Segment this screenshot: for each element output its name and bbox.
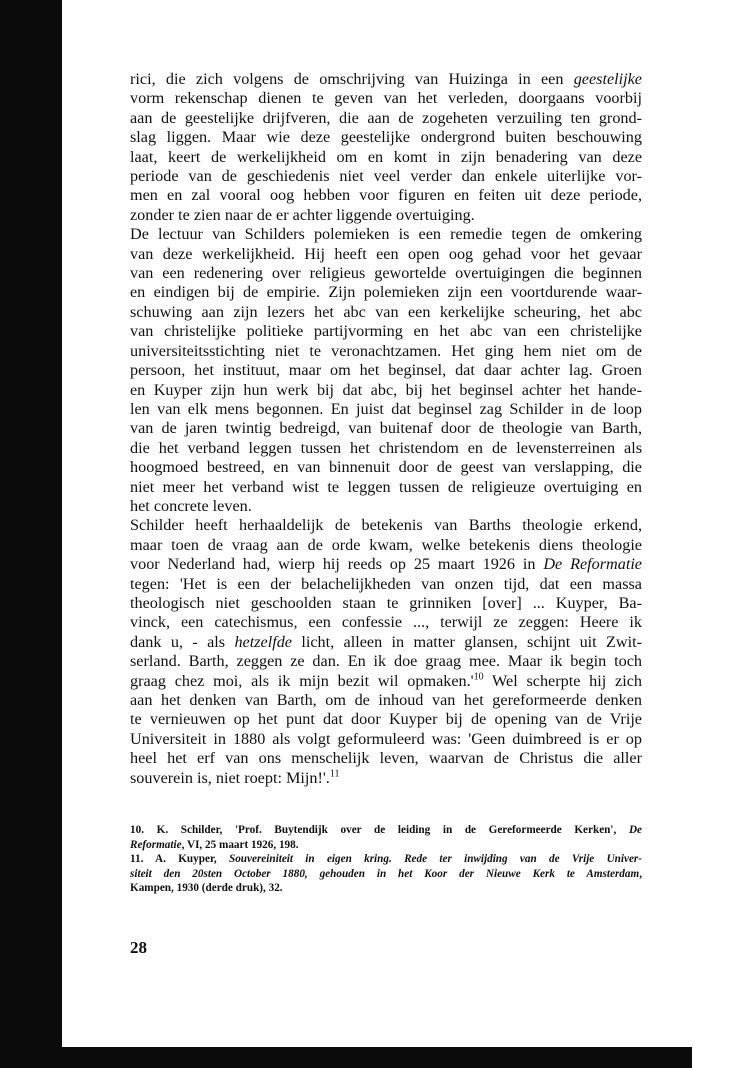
body-line: van deze werkelijkheid. Hij heeft een open oog gehad voor het gevaar [130,244,642,263]
body-line: persoon, het instituut, maar om het beginsel, dat daar achter lag. Groen [130,361,642,380]
body-line: heel het erf van ons menschelijk leven, waarvan de Christus die aller [130,749,642,768]
body-line: en Kuyper zijn hun werk bij dat abc, bij het beginsel achter het hande- [130,380,642,399]
footnote-line: Kampen, 1930 (derde druk), 32. [130,882,283,895]
body-line: serland. Barth, zeggen ze dan. En ik doe graag mee. Maar ik begin toch [130,652,642,671]
body-line: slag liggen. Maar wie deze geestelijke ondergrond buiten beschouwing [130,128,642,147]
body-line: het concrete leven. [130,496,252,515]
footnote-line: 10. K. Schilder, 'Prof. Buytendijk over de leiding in de Gereformeerde Kerken', De [130,824,642,836]
body-line: Schilder heeft herhaaldelijk de betekenis van Barths theologie erkend, [130,516,642,535]
body-line: vorm rekenschap dienen te geven van het verleden, doorgaans voorbij [130,89,642,108]
body-line: men en zal vooral oog hebben voor figuren en feiten uit deze periode, [130,186,642,205]
body-line: van de jaren twintig bedreigd, van buitenaf door de theologie van Barth, [130,419,642,438]
footnote-line: Reformatie, VI, 25 maart 1926, 198. [130,838,299,851]
body-line: periode van de geschiedenis niet veel verder dan enkele uiterlijke vor- [130,167,642,186]
scan-border-left [0,0,62,1068]
footnote-line: 11. A. Kuyper, Souvereiniteit in eigen kring. Rede ter inwijding van de Vrije Univer- [130,853,642,866]
body-line: niet meer het verband wist te leggen tussen de religieuze overtuiging en [130,477,642,496]
body-line: hoogmoed bestreed, en van binnenuit door de geest van verslapping, die [130,458,642,477]
body-line: rici, die zich volgens de omschrijving van Huizinga in een geestelijke [130,70,642,88]
body-line: len van elk mens begonnen. En juist dat beginsel zag Schilder in de loop [130,399,642,418]
footnotes [130,823,642,896]
body-line: laat, keert de werkelijkheid om en komt in zijn benadering van deze [130,147,642,166]
page-number: 28 [130,938,147,957]
body-line: graag chez moi, als ik mijn bezit wil $opmaken.'^{10}$ Wel scherpte hij zich [130,671,642,690]
body-paragraphs [130,70,642,788]
body-text-block [130,70,642,788]
body-line: souverein is, niet roept: Mijn!'.$^{11}$ [130,768,340,787]
scan-border-bottom [0,1047,692,1068]
body-line: en eindigen bij de empirie. Zijn polemieken zijn een voortdurende waar- [130,283,642,302]
footnote-line: siteit den 20sten October 1880, gehouden in het Koor der Nieuwe Kerk te Amsterdam, [130,867,642,880]
body-line: theologisch niet geschoolden staan te grinniken [over] ... Kuyper, Ba- [130,593,642,612]
body-line: aan het denken van Barth, om de inhoud van het gereformeerde denken [130,691,642,709]
body-line: schuwing aan zijn lezers het abc van een kerkelijke scheuring, het abc [130,302,642,321]
body-line: De lectuur van Schilders polemieken is een remedie tegen de omkering [130,225,642,244]
body-line: van een redenering over religieus gewortelde overtuigingen die beginnen [130,264,642,283]
body-line: vinck, een catechismus, een confessie ..., terwijl ze zeggen: Heere ik [130,613,642,632]
body-line: aan de geestelijke drijfveren, die aan de zogeheten verzuiling ten grond- [130,108,642,127]
body-line: die het verband leggen tussen het christendom en de levensterreinen als [130,438,642,457]
body-line: tegen: 'Het is een der belachelijkheden van onzen tijd, dat een massa [130,574,642,593]
body-line: zonder te zien naar de er achter liggende overtuiging. [130,205,475,224]
body-line: Universiteit in 1880 als volgt geformuleerd was: 'Geen duimbreed is er op [130,729,642,748]
body-line: te vernieuwen op het punt dat door Kuyper bij de opening van de Vrije [130,710,642,729]
body-line: voor Nederland had, wierp hij reeds op 25 maart 1926 in De Reformatie [130,555,642,574]
body-line: maar toen de vraag aan de orde kwam, welke betekenis diens theologie [130,535,642,554]
body-line: dank u, - als hetzelfde licht, alleen in matter glansen, schijnt uit Zwit- [130,632,642,651]
body-line: van christelijke politieke partijvorming en het abc van een christelijke [130,322,642,341]
body-line: universiteitsstichting niet te veronachtzamen. Het ging hem niet om de [130,341,642,360]
